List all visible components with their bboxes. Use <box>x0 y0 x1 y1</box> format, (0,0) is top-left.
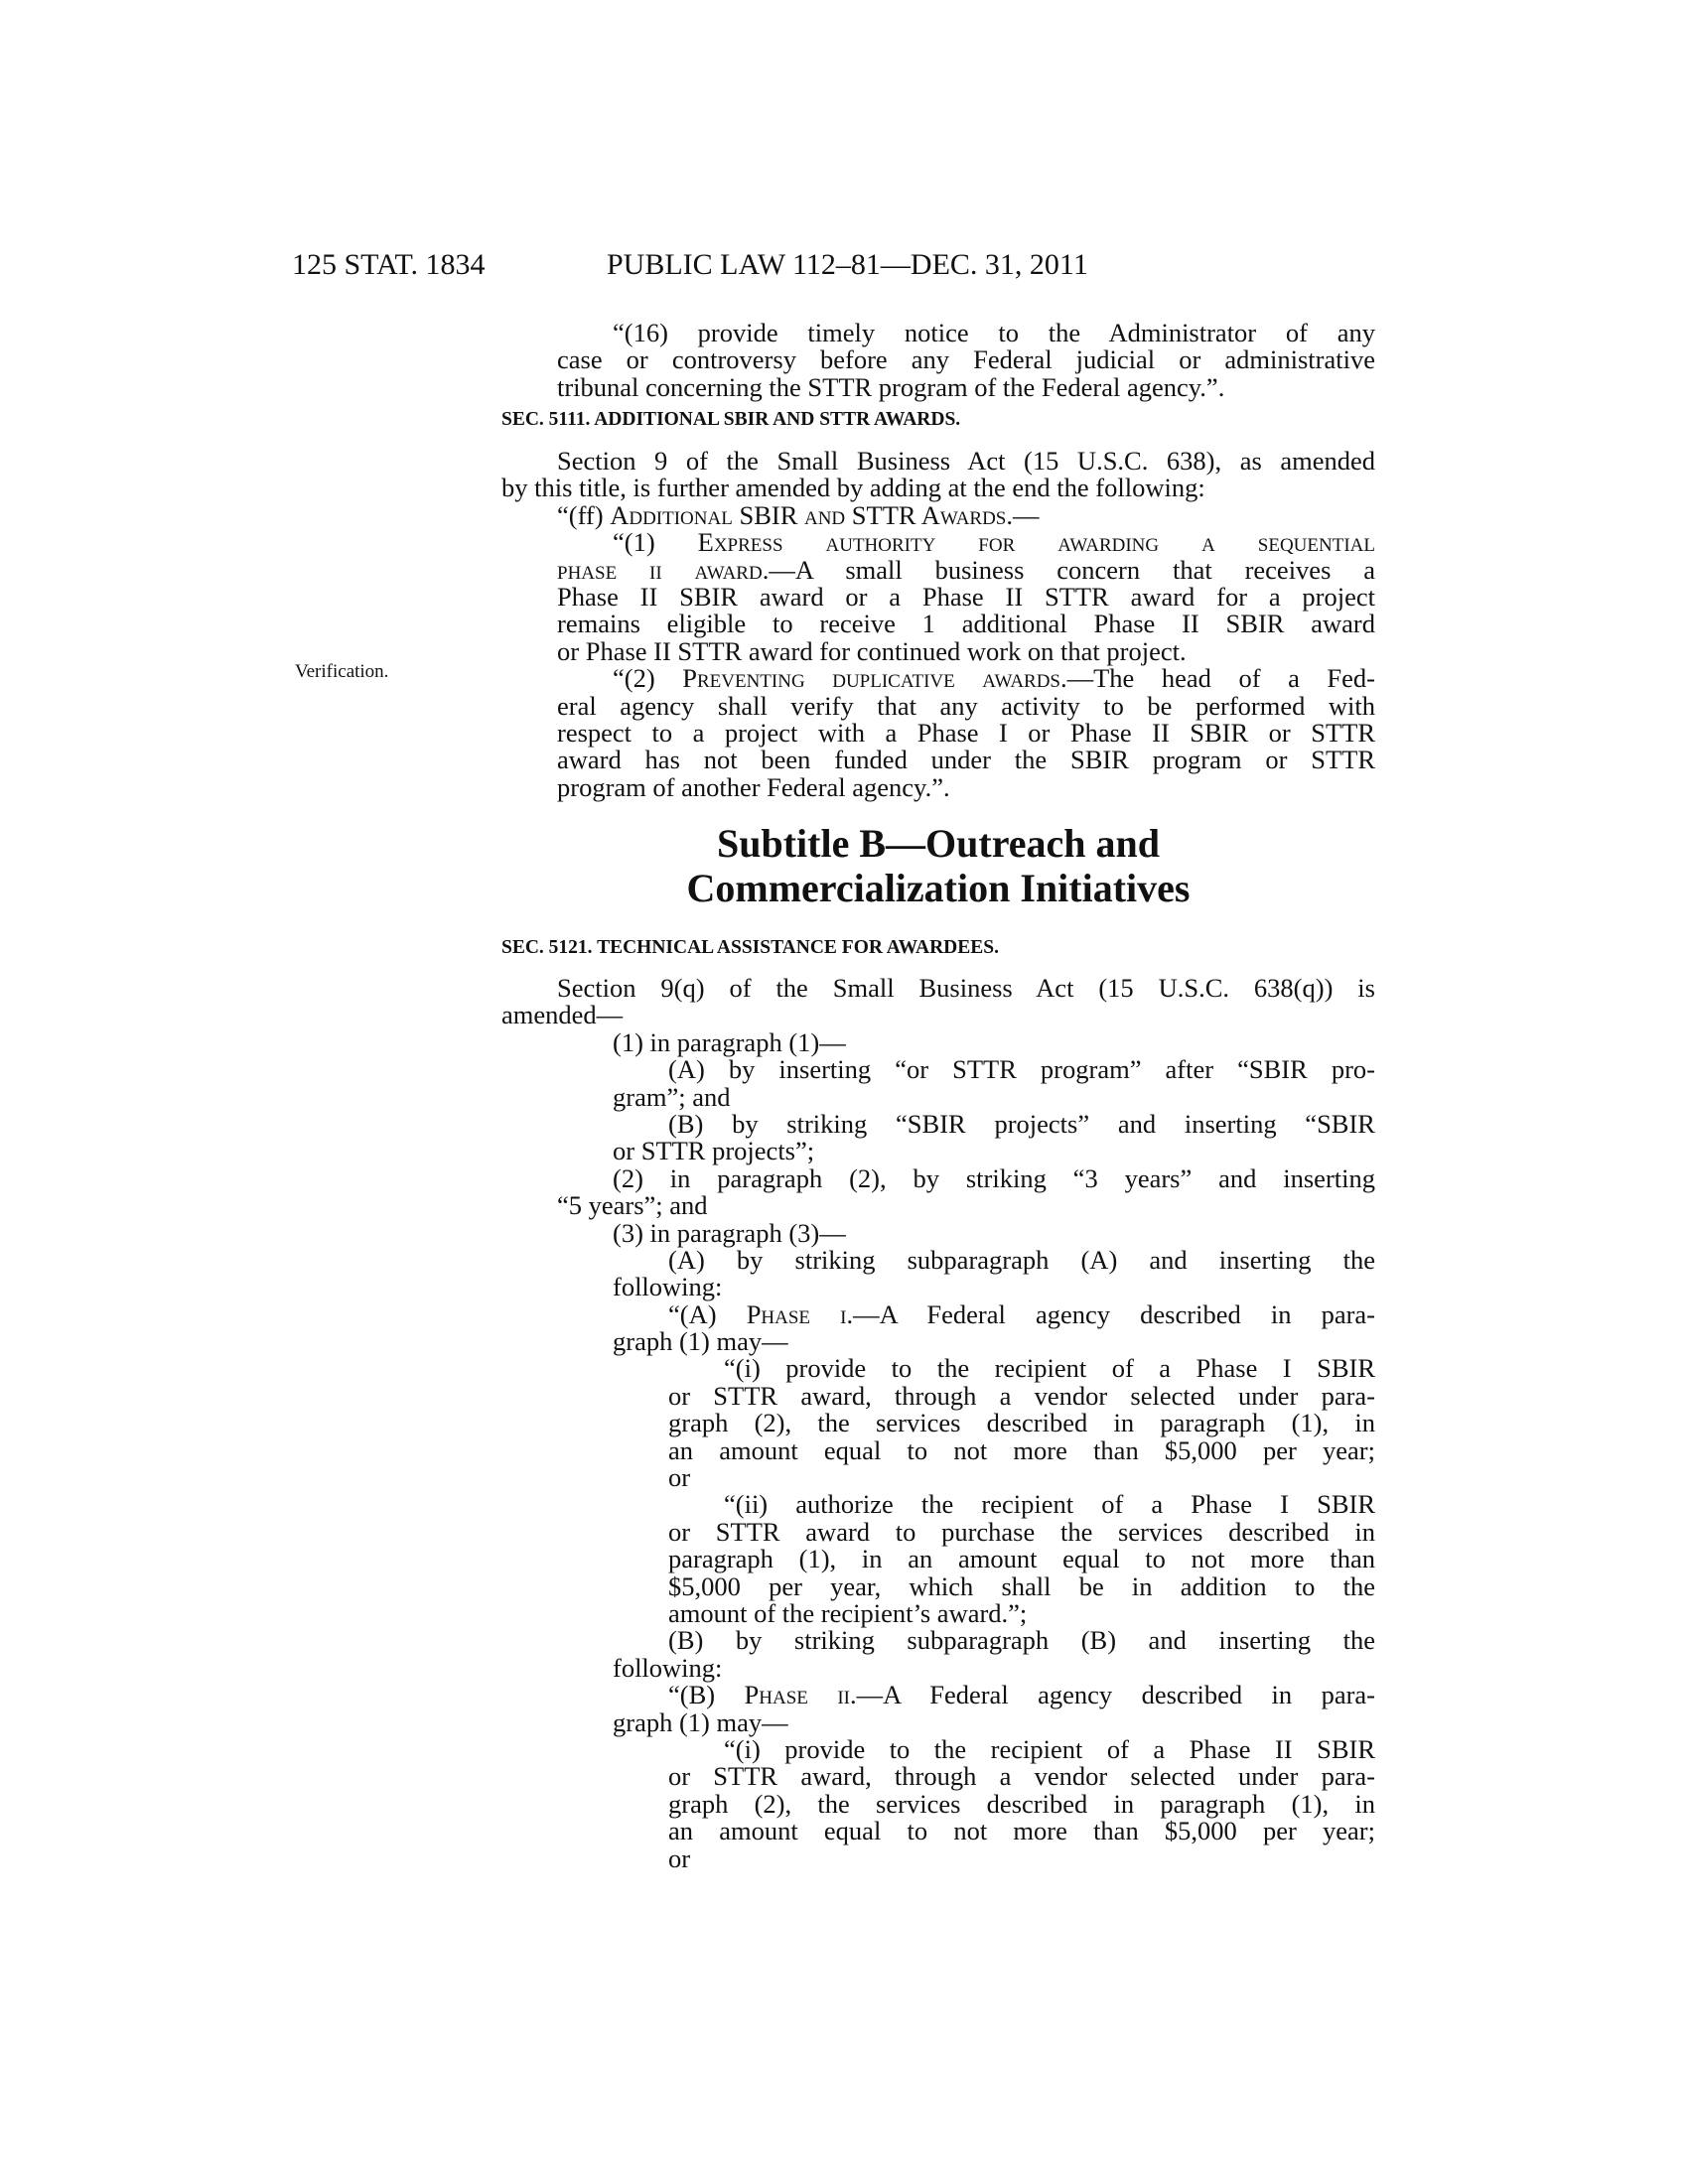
text-line: award has not been funded under the SBIR program or STTR <box>557 745 1375 775</box>
paragraph <box>501 529 1375 665</box>
text-line: graph (1) may— <box>613 1706 788 1737</box>
text-line: amended— <box>501 1000 624 1030</box>
text-line: eral agency shall verify that any activity to be performed with <box>557 690 1375 721</box>
paragraph <box>501 1627 1375 1682</box>
text-line: tribunal concerning the STTR program of the Federal agency.”. <box>557 371 1225 402</box>
text-line: or <box>668 1462 691 1493</box>
paragraph <box>501 320 1375 401</box>
paragraph <box>501 448 1375 502</box>
text-segment: .— <box>1006 499 1040 530</box>
text-line: graph (1) may— <box>613 1326 788 1357</box>
paragraph <box>501 1355 1375 1491</box>
text-line: (B) by striking subparagraph (B) and inserting the <box>668 1625 1375 1656</box>
text-line: (A) by inserting “or STTR program” after “SBIR pro- <box>668 1054 1375 1085</box>
text-line: or STTR projects”; <box>613 1136 815 1166</box>
text-line: Phase II SBIR award or a Phase II STTR award for a project <box>557 581 1375 612</box>
text-line: Section 9(q) of the Small Business Act (15 U.S.C. 638(q)) is <box>557 973 1375 1003</box>
text-line: (2) in paragraph (2), by striking “3 years” and inserting <box>613 1162 1375 1193</box>
paragraph <box>501 1682 1375 1736</box>
section-5121-body <box>501 975 1375 1872</box>
text-line: “(16) provide timely notice to the Administrator of any <box>613 318 1375 347</box>
text-line: (A) by striking subparagraph (A) and inserting the <box>668 1244 1375 1275</box>
paragraph <box>501 1733 1375 1873</box>
section-5111-heading: SEC. 5111. ADDITIONAL SBIR AND STTR AWARDS. <box>501 409 961 430</box>
small-caps-heading: Express authority for awarding a sequential <box>697 527 1375 558</box>
paragraph <box>501 1108 1375 1166</box>
margin-note-verification: Verification. <box>295 661 389 682</box>
text-line: following: <box>613 1272 723 1302</box>
text-line: case or controversy before any Federal judicial or administrative <box>557 344 1375 375</box>
small-caps-heading: Preventing duplicative awards <box>682 663 1060 694</box>
text-line: an amount equal to not more than $5,000 per year; <box>668 1434 1375 1465</box>
paragraph <box>501 1217 1375 1248</box>
text-line <box>557 554 1375 585</box>
small-caps-heading: Phase ii <box>744 1680 850 1710</box>
text-line: following: <box>613 1652 723 1683</box>
paragraph <box>501 1244 1375 1302</box>
page-stat-number: 125 STAT. 1834 <box>292 248 486 281</box>
subtitle-line-2: Commercialization Initiatives <box>686 866 1191 910</box>
text-line: or STTR award to purchase the services described in <box>668 1516 1375 1547</box>
text-line: or STTR award, through a vendor selected under para- <box>668 1380 1375 1411</box>
text-line: or <box>668 1843 691 1873</box>
paragraph <box>501 499 1375 530</box>
paragraph <box>501 1491 1375 1627</box>
text-line: $5,000 per year, which shall be in addition to the <box>668 1570 1375 1601</box>
text-line: respect to a project with a Phase I or Phase II SBIR or STTR <box>557 717 1375 748</box>
text-segment: “(1) <box>613 527 698 558</box>
paragraph <box>501 1026 1375 1057</box>
text-line: Section 9 of the Small Business Act (15 U.S.C. 638), as amended <box>557 446 1375 476</box>
text-line: remains eligible to receive 1 additional Phase II SBIR award <box>557 609 1375 639</box>
paragraph <box>501 665 1375 801</box>
text-line: (1) in paragraph (1)— <box>613 1026 846 1057</box>
text-line <box>613 529 1375 556</box>
section-5111-body <box>501 448 1375 801</box>
text-line: (B) by striking “SBIR projects” and inserting “SBIR <box>668 1108 1375 1139</box>
paragraph-16 <box>501 320 1375 401</box>
paragraph <box>501 1162 1375 1221</box>
text-segment: .—A small business concern that receives a <box>762 554 1375 585</box>
text-segment: .—A Federal agency described in para- <box>846 1298 1375 1329</box>
running-header-title: PUBLIC LAW 112–81—DEC. 31, 2011 <box>607 248 1088 281</box>
subtitle-line-1: Subtitle B—Outreach and <box>717 821 1160 866</box>
paragraph <box>501 975 1375 1029</box>
text-segment: “(A) <box>668 1298 747 1329</box>
text-line: (3) in paragraph (3)— <box>613 1217 846 1248</box>
text-line <box>668 1298 1375 1329</box>
text-line: graph (2), the services described in paragraph (1), in <box>668 1788 1375 1819</box>
text-line: or Phase II STTR award for continued work on that project. <box>557 635 1187 666</box>
text-line: gram”; and <box>613 1081 731 1112</box>
small-caps-heading: Additional SBIR and STTR Awards <box>610 499 1007 530</box>
text-line: “5 years”; and <box>557 1190 708 1221</box>
text-line <box>668 1682 1375 1708</box>
text-line: paragraph (1), in an amount equal to not more than <box>668 1544 1375 1574</box>
text-segment: “(B) <box>668 1680 745 1710</box>
text-line: program of another Federal agency.”. <box>557 771 950 802</box>
subtitle-heading <box>501 821 1375 910</box>
text-line: “(ii) authorize the recipient of a Phase I SBIR <box>724 1489 1375 1520</box>
text-segment: “(2) <box>613 663 683 694</box>
text-line: “(i) provide to the recipient of a Phase I SBIR <box>724 1353 1375 1384</box>
small-caps-heading: Phase i <box>746 1298 847 1329</box>
text-line <box>557 499 1375 530</box>
text-segment: .—The head of a Fed- <box>1060 663 1376 694</box>
paragraph <box>501 1298 1375 1357</box>
text-line: amount of the recipient’s award.”; <box>668 1597 1028 1628</box>
text-line: or STTR award, through a vendor selected under para- <box>668 1761 1375 1792</box>
text-segment: .—A Federal agency described in para- <box>849 1680 1376 1710</box>
small-caps-heading: phase ii award <box>557 554 763 585</box>
text-line: an amount equal to not more than $5,000 per year; <box>668 1816 1375 1846</box>
text-line: “(i) provide to the recipient of a Phase II SBIR <box>724 1733 1375 1764</box>
text-line: graph (2), the services described in paragraph (1), in <box>668 1408 1375 1438</box>
text-line: by this title, is further amended by adding at the end the following: <box>501 473 1205 503</box>
paragraph <box>501 1056 1375 1111</box>
text-segment: “(ff) <box>557 499 611 530</box>
text-line <box>613 665 1375 692</box>
section-5121-heading: SEC. 5121. TECHNICAL ASSISTANCE FOR AWARDEES. <box>501 937 1000 958</box>
